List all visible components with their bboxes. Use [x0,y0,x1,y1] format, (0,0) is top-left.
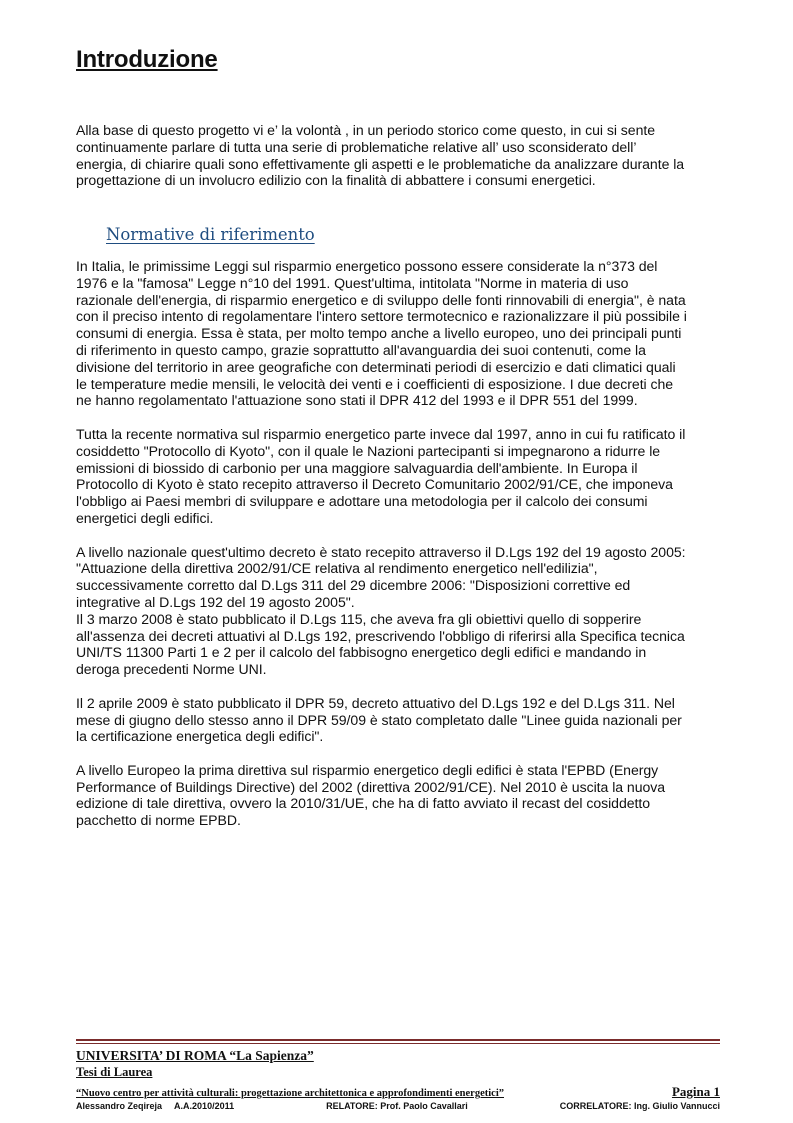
section-heading: Normative di riferimento [106,225,315,245]
paragraph-dpr-59: Il 2 aprile 2009 è stato pubblicato il DPR 59, decreto attuativo del D.Lgs 192 e del D.Lgs 311. Nel mese di giugno dello stesso anno il DPR 59/09 è stato completato dalle "Linee guida nazionali per la certificazione energetica degli edifici". [76,694,682,745]
footer-thesis: Tesi di Laurea [76,1065,153,1079]
footer-relatore: RELATORE: Prof. Paolo Cavallari [326,1101,468,1111]
footer-project-title: “Nuovo centro per attività culturali: progettazione architettonica e approfondimenti energetici” [76,1088,504,1099]
footer-divider [76,1039,720,1044]
footer-university: UNIVERSITA’ DI ROMA “La Sapienza” [76,1048,314,1063]
paragraph-dlgs-192: A livello nazionale quest'ultimo decreto è stato recepito attraverso il D.Lgs 192 del 19 agosto 2005: "Attuazione della direttiva 2002/91/CE relativa al rendimento energetico nell'edilizia", successivamente corretto dal D.Lgs 311 del 29 dicembre 2006: "Disposizioni correttive ed integrative al D.Lgs 192 del 19 agosto 2005". [76,543,686,610]
paragraph-dlgs-115: Il 3 marzo 2008 è stato pubblicato il D.Lgs 115, che aveva fra gli obiettivi quello di sopperire all'assenza dei decreti attuativi al D.Lgs 192, prescrivendo l'obbligo di riferirsi alla Specifica tecnica UNI/TS 11300 Parti 1 e 2 per il calcolo del fabbisogno energetico degli edifici e mandando in deroga precedenti Norme UNI. [76,610,685,678]
page-title: Introduzione [76,46,218,73]
paragraph-kyoto: Tutta la recente normativa sul risparmio energetico parte invece dal 1997, anno in cui fu ratificato il cosiddetto "Protocollo di Kyoto", con il quale le Nazioni partecipanti si impegnarono a ridurre le emissioni di biossido di carbonio per una maggiore salvaguardia dell'ambiente. In Europa il Protocollo di Kyoto è stato recepito attraverso il Decreto Comunitario 2002/91/CE, che imponeva l'obbligo ai Paesi membri di sviluppare e adottare una metodologia per il calcolo dei consumi energetici degli edifici. [76,425,686,526]
footer-correlatore: CORRELATORE: Ing. Giulio Vannucci [559,1101,720,1111]
page-footer [76,1048,720,1111]
footer-year: A.A.2010/2011 [174,1101,235,1111]
footer-page-number: Pagina 1 [671,1084,720,1099]
intro-paragraph: Alla base di questo progetto vi e’ la volontà , in un periodo storico come questo, in cui si sente continuamente parlare di tutta una serie di problematiche relative all’ uso sconsiderato dell’ energia, di chiarire quali sono effettivamente gli aspetti e le problematiche da analizzare durante la progettazione di un involucro edilizio con la finalità di abbattere i consumi energetici. [76,122,685,189]
paragraph-epbd: A livello Europeo la prima direttiva sul risparmio energetico degli edifici è stata l'EPBD (Energy Performance of Buildings Directive) del 2002 (direttiva 2002/91/CE). Nel 2010 è uscita la nuova edizione di tale direttiva, ovvero la 2010/31/UE, che ha di fatto avviato il recast del cosiddetto pacchetto di norme EPBD. [76,761,666,829]
document-body [76,122,721,829]
paragraph-italia: In Italia, le primissime Leggi sul risparmio energetico possono essere considerate la n°373 del 1976 e la "famosa" Legge n°10 del 1991. Quest'ultima, intitolata "Norme in materia di uso razionale dell'energia, di risparmio energetico e di sviluppo delle fonti rinnovabili di energia", è nata con il preciso intento di regolamentare l'intero settore termotecnico e razionalizzare il più possibile i consumi di energia. Essa è stata, per molto tempo anche a livello europeo, uno dei principali punti di riferimento in questo campo, grazie soprattutto all'avanguardia dei suoi contenuti, come la divisione del territorio in aree geografiche con determinati periodi di esercizio e dati climatici quali le temperature medie mensili, le velocità dei venti e i coefficienti di esposizione. I due decreti che ne hanno regolamentato l'attuazione sono stati il DPR 412 del 1993 e il DPR 551 del 1999. [76,257,687,409]
footer-author: Alessandro Zeqireja [76,1101,163,1111]
